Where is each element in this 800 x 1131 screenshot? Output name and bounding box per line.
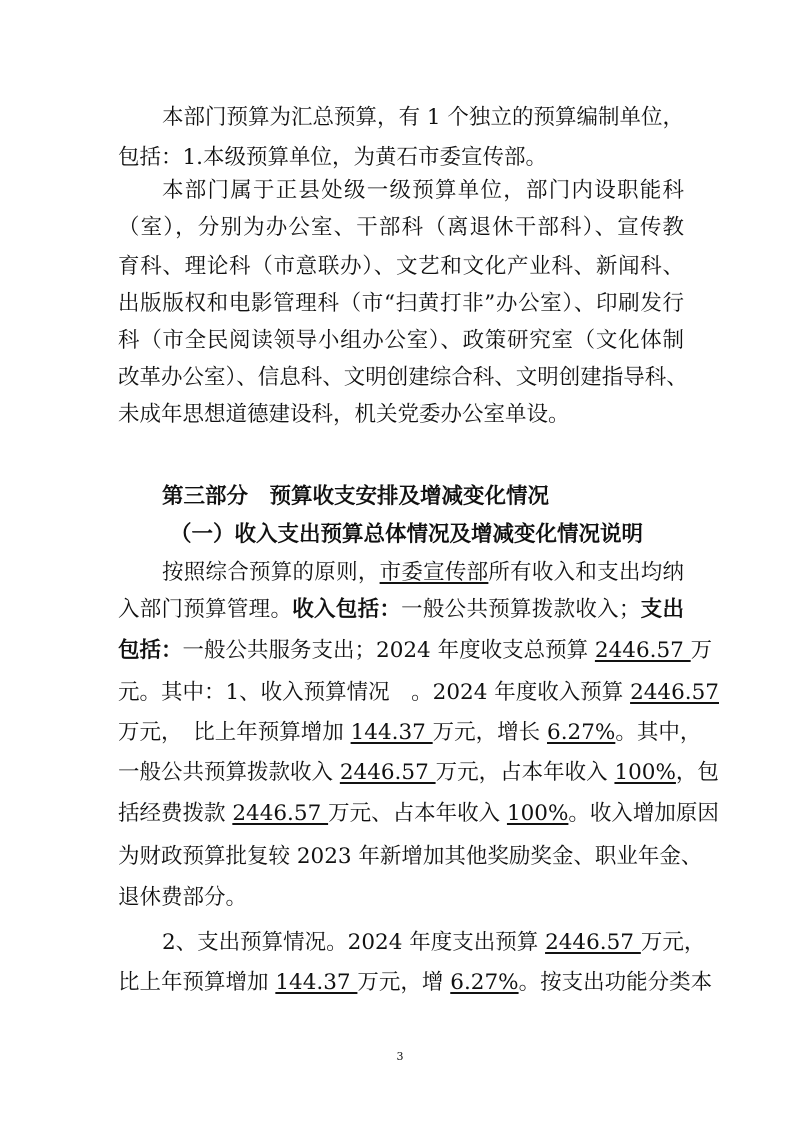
para2-line3: 育科、理论科（市意联办）、文艺和文化产业科、新闻科、 xyxy=(118,254,684,279)
para2-line5: 科（市全民阅读领导小组办公室）、政策研究室（文化体制 xyxy=(118,328,684,353)
section-subtitle: （一）收入支出预算总体情况及增减变化情况说明 xyxy=(170,522,644,547)
para3-line8: 为财政预算批复较 2023 年新增加其他奖励奖金、职业年金、 xyxy=(118,844,703,869)
para3-line9: 退休费部分。 xyxy=(118,885,248,910)
para1-line1: 本部门预算为汇总预算，有 1 个独立的预算编制单位， xyxy=(162,105,684,130)
para1-line2: 包括：1.本级预算单位，为黄石市委宣传部。 xyxy=(118,145,548,170)
para3-line6: 一般公共预算拨款收入 2446.57 万元，占本年收入 100%，包 xyxy=(118,760,719,785)
para2-line2: （室），分别为办公室、干部科（离退休干部科）、宣传教 xyxy=(118,215,684,240)
section-title: 第三部分 预算收支安排及增减变化情况 xyxy=(162,484,550,509)
para2-line7: 未成年思想道德建设科，机关党委办公室单设。 xyxy=(118,402,570,427)
para3-line3: 包括：一般公共服务支出；2024 年度收支总预算 2446.57 万 xyxy=(118,638,713,663)
para3-line5: 万元， 比上年预算增加 144.37 万元，增长 6.27%。其中， xyxy=(118,720,702,745)
para4-line2: 比上年预算增加 144.37 万元，增 6.27%。按支出功能分类本 xyxy=(118,970,713,995)
para2-line4: 出版版权和电影管理科（市“扫黄打非”办公室）、印刷发行 xyxy=(118,291,684,316)
para3-line7: 括经费拨款 2446.57 万元、占本年收入 100%。收入增加原因 xyxy=(118,801,719,826)
para3-line1: 按照综合预算的原则，市委宣传部所有收入和支出均纳 xyxy=(162,560,684,585)
para2-line1: 本部门属于正县处级一级预算单位，部门内设职能科 xyxy=(162,178,684,203)
para4-line1: 2、支出预算情况。2024 年度支出预算 2446.57 万元， xyxy=(162,930,706,955)
para2-line6: 改革办公室）、信息科、文明创建综合科、文明创建指导科、 xyxy=(118,365,688,390)
para3-line2: 入部门预算管理。收入包括：一般公共预算拨款收入；支出 xyxy=(118,597,684,622)
page-number: 3 xyxy=(396,1050,404,1063)
para3-line4: 元。其中：1、收入预算情况 。2024 年度收入预算 2446.57 xyxy=(118,680,719,705)
